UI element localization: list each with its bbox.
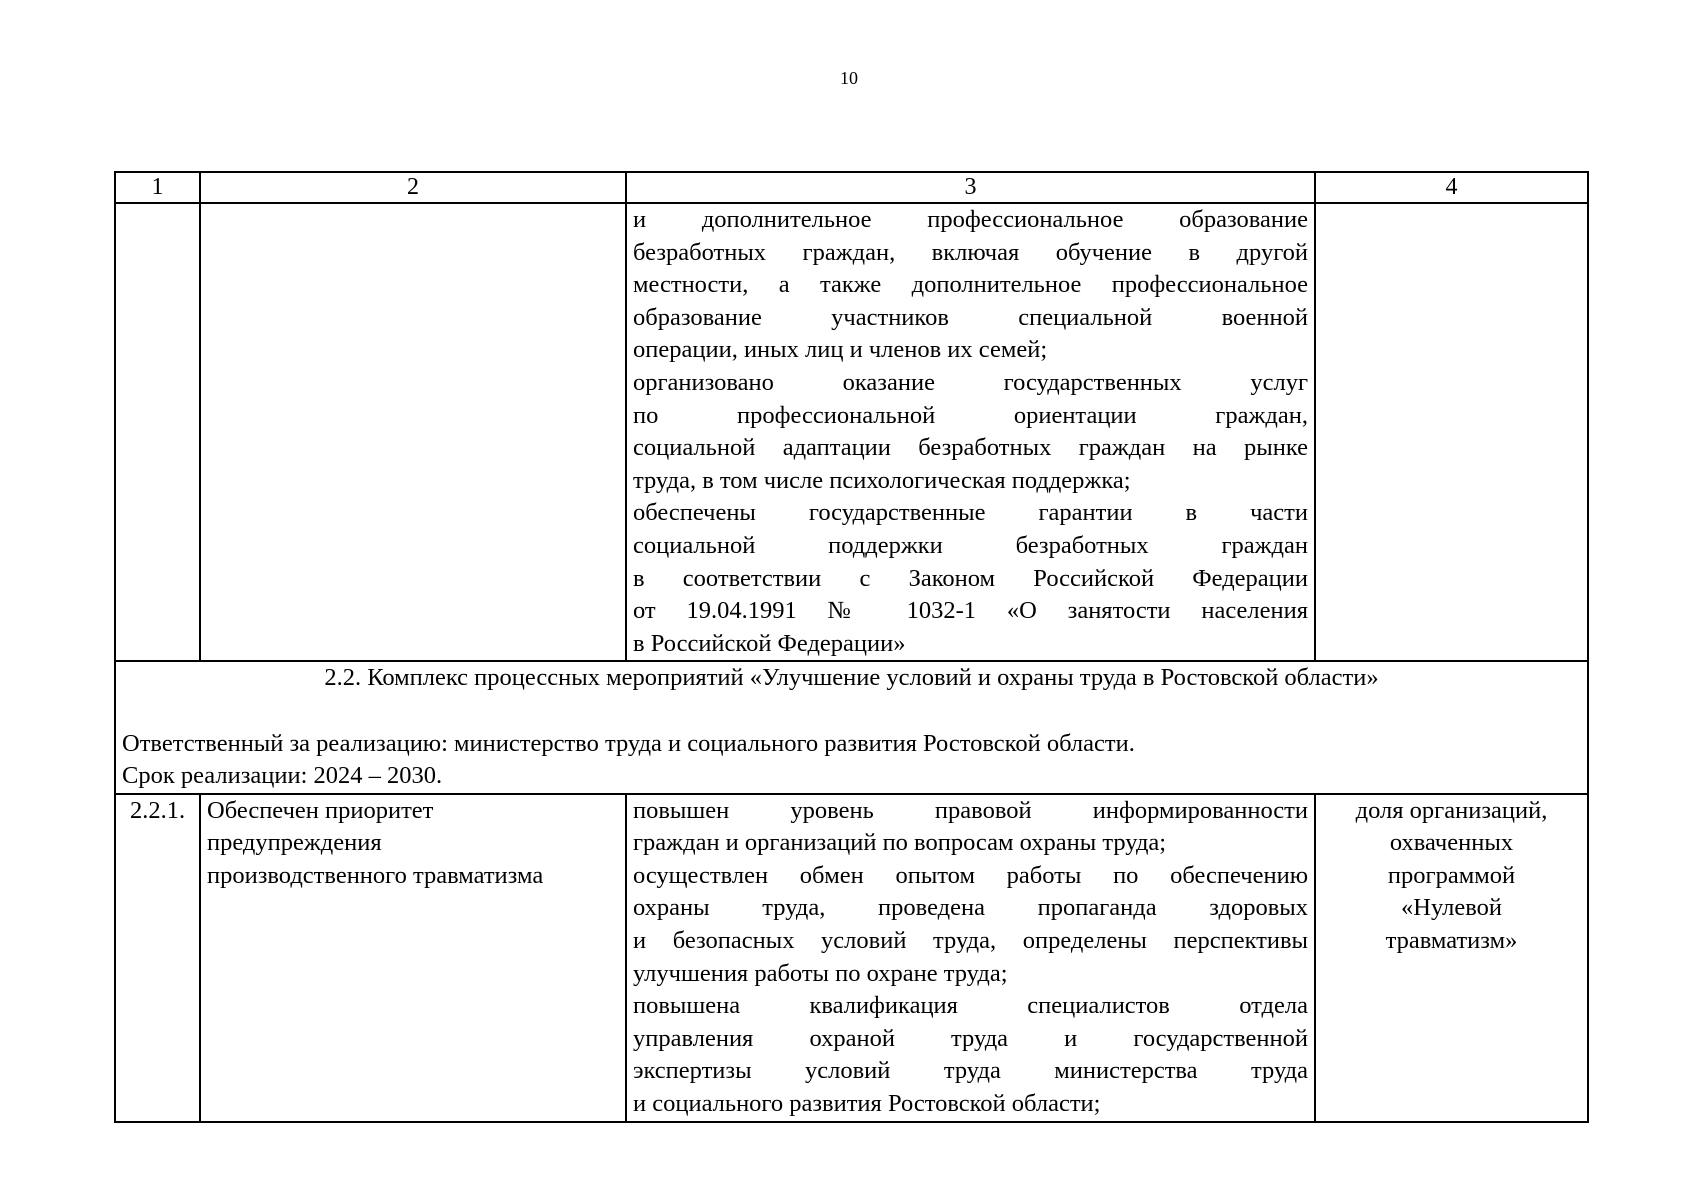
row1-result-line: безработных граждан, включая обучение в другой [633, 238, 1308, 266]
row1-result-line: организовано оказание государственных услуг [633, 368, 1308, 396]
row1-result-line: в соответствии с Законом Российской Федерации [633, 564, 1308, 592]
row2-result-line: осуществлен обмен опытом работы по обеспечению [633, 861, 1308, 889]
header-col-4: 4 [1315, 172, 1588, 203]
row2-indicator-line: травматизм» [1385, 927, 1518, 955]
header-col-2: 2 [200, 172, 626, 203]
row2-task-line: производственного травматизма [207, 861, 544, 889]
row2-task-line: предупреждения [207, 829, 382, 857]
row2-result-line: улучшения работы по охране труда; [633, 959, 1008, 987]
row2-result-line: граждан и организаций по вопросам охраны труда; [633, 829, 1167, 857]
row1-result-line: в Российской Федерации» [633, 629, 906, 657]
row1-number-cell [115, 203, 200, 661]
row1-result-line: социальной поддержки безработных граждан [633, 531, 1308, 559]
row1-result-line: и дополнительное профессиональное образование [633, 206, 1308, 233]
row1-result-line: образование участников специальной военной [633, 303, 1308, 331]
row1-result-line: от 19.04.1991 № 1032-1 «О занятости населения [633, 597, 1308, 625]
row2-task-line: Обеспечен приоритет [207, 796, 434, 824]
row2-indicator-line: охваченных [1389, 829, 1514, 857]
row1-result-line: операции, иных лиц и членов их семей; [633, 336, 1048, 364]
row1-result-line: труда, в том числе психологическая поддержка; [633, 466, 1131, 494]
section-cell [115, 661, 1588, 793]
header-col-3: 3 [626, 172, 1315, 203]
table-row [115, 203, 1588, 661]
row2-result-line: повышен уровень правовой информированности [633, 796, 1308, 824]
table-row [115, 794, 1588, 1122]
section-responsible: Ответственный за реализацию: министерство труда и социального развития Ростовской области. [122, 729, 1135, 757]
row1-task-cell [200, 203, 626, 661]
row2-indicator-line: «Нулевой [1401, 894, 1502, 922]
header-col-1: 1 [115, 172, 200, 203]
table-header-row [115, 172, 1588, 203]
section-row [115, 661, 1588, 793]
row1-result-line: по профессиональной ориентации граждан, [633, 401, 1308, 429]
row2-result-line: повышена квалификация специалистов отдела [633, 992, 1308, 1020]
row2-indicator-line: программой [1387, 861, 1516, 889]
row1-result-cell [626, 203, 1315, 661]
section-spacer [122, 695, 1581, 728]
row2-result-cell [626, 794, 1315, 1122]
measures-table [114, 171, 1589, 1123]
row2-result-line: охраны труда, проведена пропаганда здоровых [633, 894, 1308, 922]
row2-result-line: и безопасных условий труда, определены перспективы [633, 927, 1308, 955]
row1-result-line: обеспечены государственные гарантии в части [633, 499, 1308, 527]
page-number: 10 [840, 68, 858, 88]
row1-result-line: местности, а также дополнительное профессиональное [633, 271, 1308, 299]
section-period: Срок реализации: 2024 – 2030. [122, 762, 443, 790]
row2-task-cell [200, 794, 626, 1122]
row1-indicator-cell [1315, 203, 1588, 661]
row2-result-line: экспертизы условий труда министерства труда [633, 1057, 1308, 1085]
row2-number-cell: 2.2.1. [115, 794, 200, 1122]
row1-result-line: социальной адаптации безработных граждан на рынке [633, 434, 1308, 462]
row2-result-line: управления охраной труда и государственной [633, 1024, 1308, 1052]
row2-indicator-line: доля организаций, [1355, 796, 1548, 824]
row2-indicator-cell [1315, 794, 1588, 1122]
row2-result-line: и социального развития Ростовской области; [633, 1090, 1101, 1118]
section-title: 2.2. Комплекс процессных мероприятий «Улучшение условий и охраны труда в Ростовской области» [324, 664, 1379, 692]
